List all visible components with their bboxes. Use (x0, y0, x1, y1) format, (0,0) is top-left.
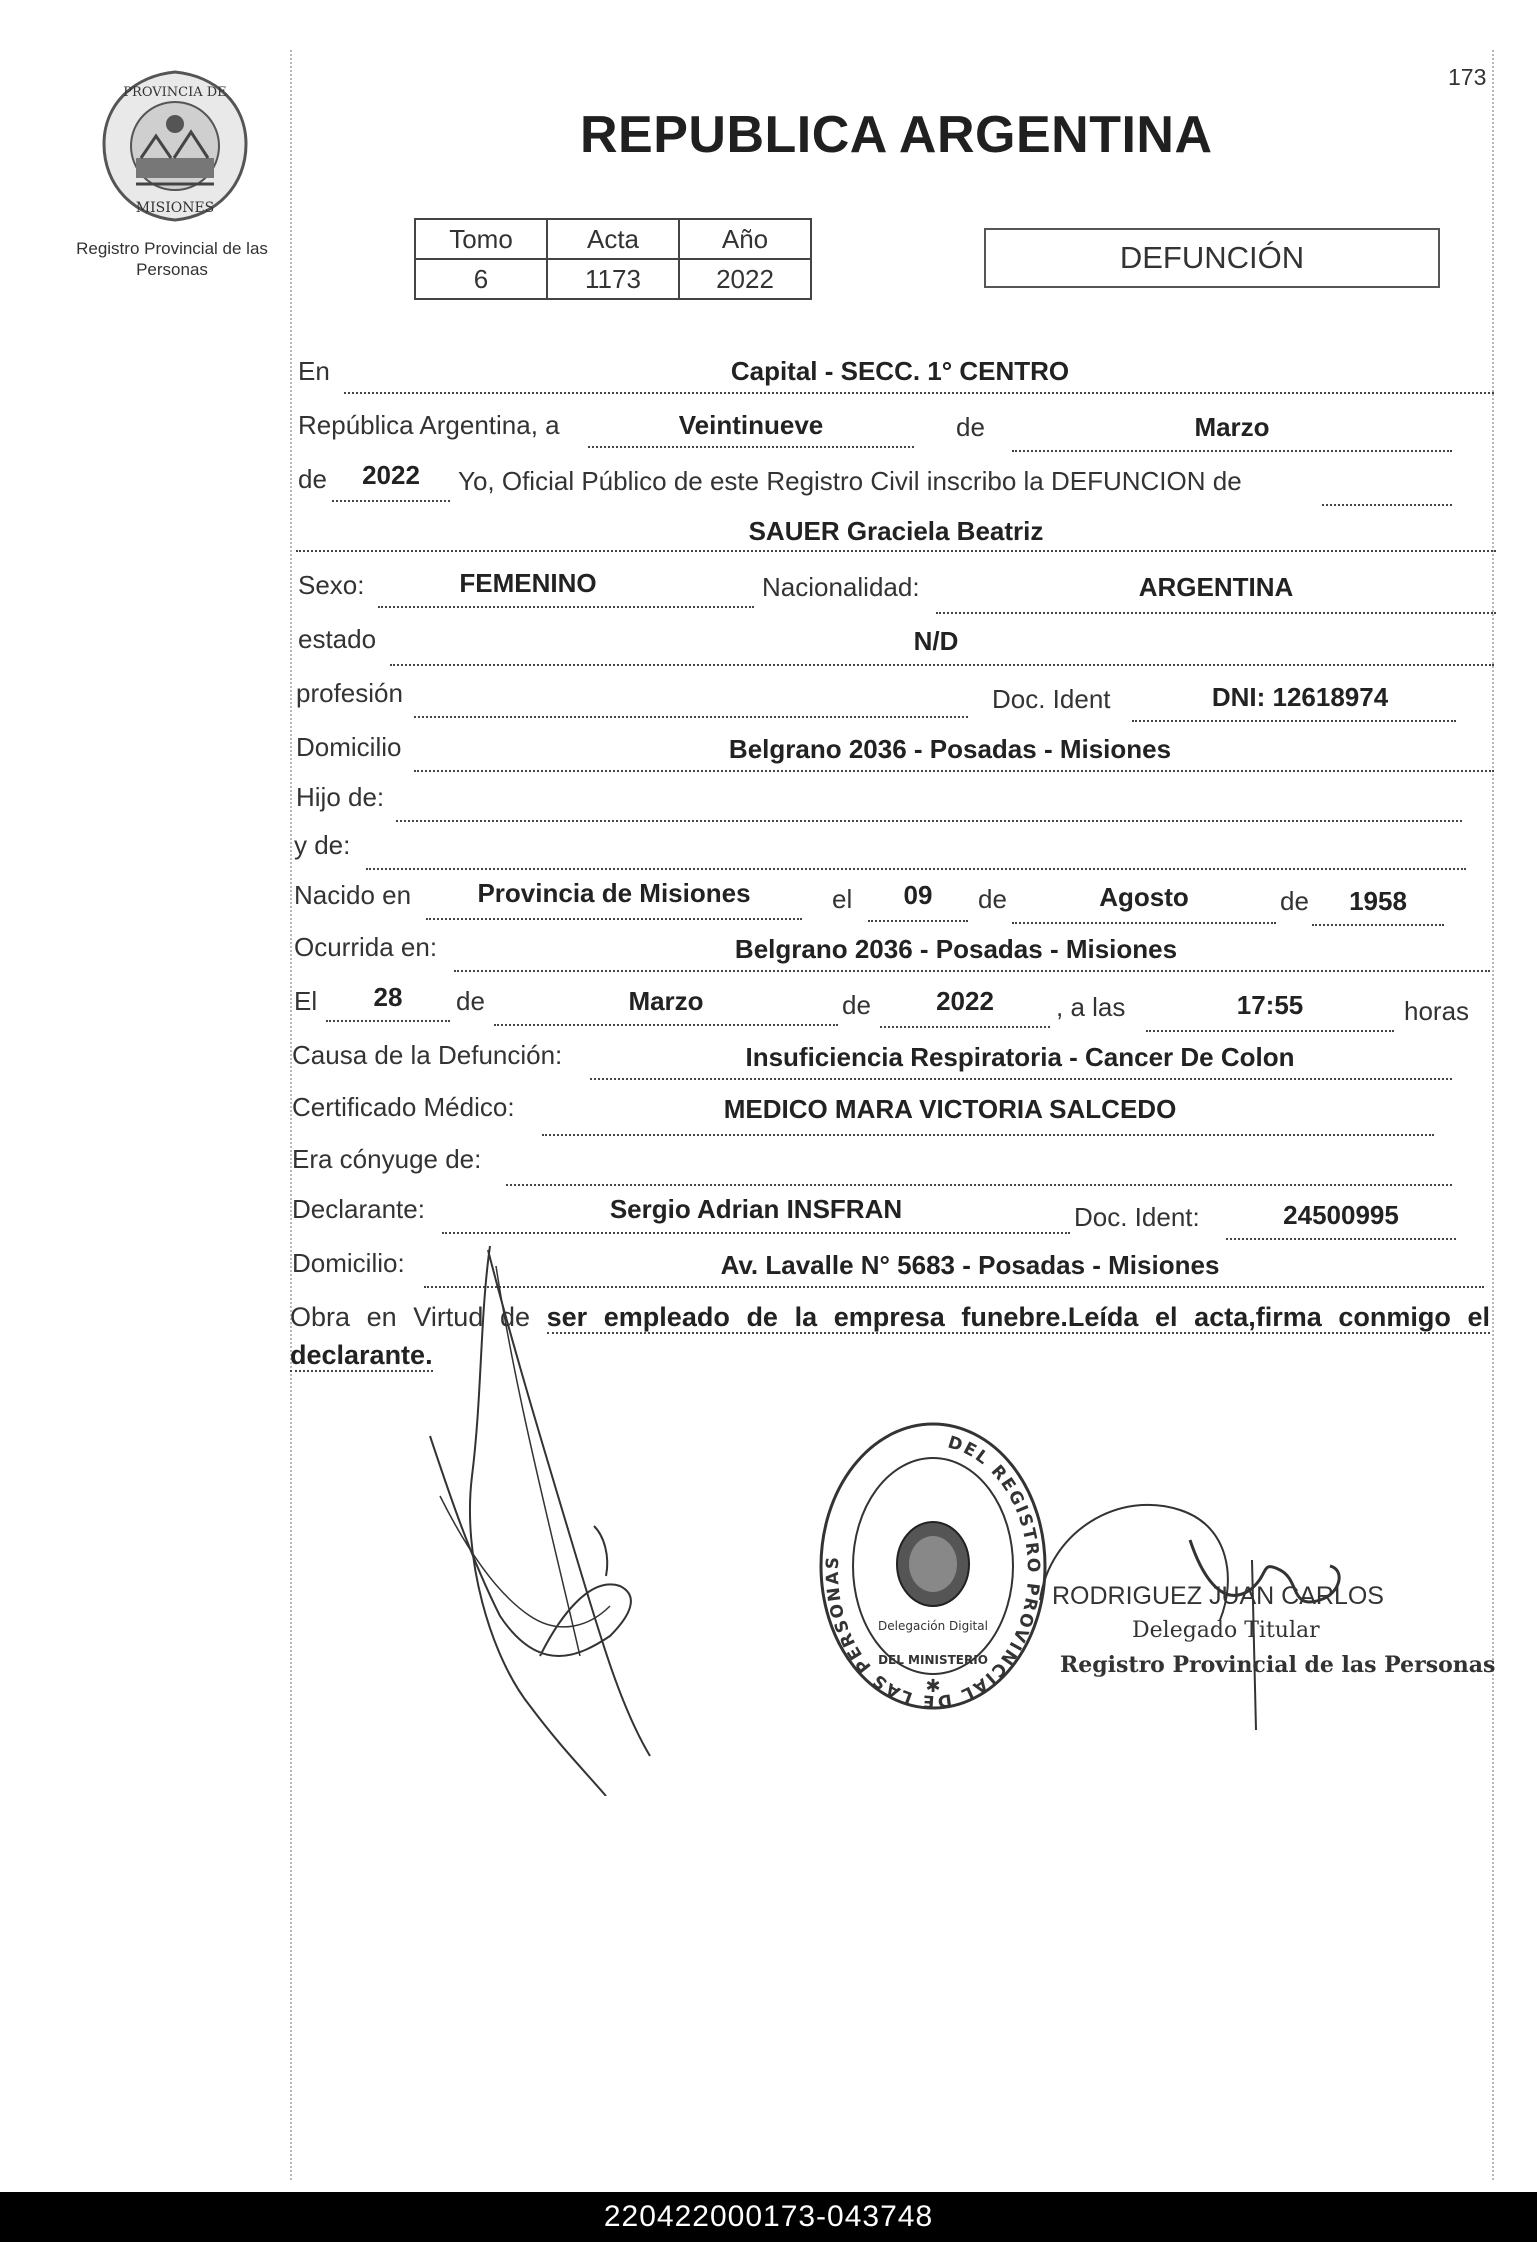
line-domicilio (414, 770, 1494, 772)
label-de-2: de (298, 464, 327, 494)
seal-caption: Registro Provincial de las Personas (76, 239, 268, 279)
stamp-inner-text: Delegación Digital (878, 1619, 988, 1633)
label-yo: Yo, Oficial Público de este Registro Civil inscribo la DEFUNCION de (458, 466, 1242, 496)
label-ocurrida-en: Ocurrida en: (294, 932, 438, 962)
label-nacionalidad: Nacionalidad: (762, 572, 920, 602)
right-margin-line (1492, 50, 1494, 2180)
footer-code: 220422000173-043748 (603, 2200, 934, 2233)
field-estado: N/D (913, 626, 959, 656)
line-certificado (542, 1134, 1434, 1136)
line-estado (390, 664, 1494, 666)
label-profesion: profesión (296, 678, 403, 708)
label-hijo-de: Hijo de: (296, 782, 385, 812)
registry-header-anio: Año (679, 219, 811, 259)
document-type-box (984, 228, 1440, 288)
line-declarante-doc (1226, 1238, 1456, 1240)
field-causa: Insuficiencia Respiratoria - Cancer De Colon (745, 1042, 1295, 1072)
official-role: Delegado Titular (1132, 1618, 1320, 1643)
field-lugar: Capital - SECC. 1° CENTRO (730, 356, 1070, 386)
label-republica: República Argentina, a (298, 410, 560, 440)
registry-table (414, 218, 812, 300)
label-causa: Causa de la Defunción: (292, 1040, 563, 1070)
field-anio: 2022 (362, 460, 420, 490)
label-de-3: de (978, 884, 1007, 914)
label-el-cap: El (294, 986, 318, 1016)
label-de-4: de (1280, 886, 1309, 916)
page-title: REPUBLICA ARGENTINA (580, 106, 1213, 164)
label-en: En (298, 356, 330, 386)
stamp-star-icon: ✱ (925, 1676, 941, 1696)
line-conyuge (506, 1184, 1452, 1186)
registry-value-acta: 1173 (547, 259, 679, 299)
line-anio (332, 500, 450, 502)
label-sexo: Sexo: (298, 570, 365, 600)
field-mes: Marzo (1194, 412, 1270, 442)
field-nacionalidad: ARGENTINA (1138, 572, 1294, 602)
official-stamp (808, 1416, 1058, 1716)
field-dia-texto: Veintinueve (678, 410, 824, 440)
field-doc-ident: DNI: 12618974 (1211, 682, 1389, 712)
official-org: Registro Provincial de las Personas (1060, 1652, 1496, 1678)
label-domicilio-2: Domicilio: (292, 1248, 405, 1278)
registry-header-tomo: Tomo (415, 219, 547, 259)
label-domicilio: Domicilio (296, 732, 402, 762)
field-declarante-domicilio: Av. Lavalle N° 5683 - Posadas - Misiones (720, 1250, 1220, 1280)
line-def-anio (880, 1026, 1050, 1028)
declarant-signature (420, 1236, 680, 1796)
field-def-hora: 17:55 (1236, 990, 1304, 1020)
field-obra-texto: ser empleado de la empresa funebre.Leída el acta,firma conmigo el declarante. (290, 1302, 1490, 1370)
registry-value-tomo: 6 (415, 259, 547, 299)
document-type-label: DEFUNCIÓN (1119, 240, 1305, 275)
field-declarante: Sergio Adrian INSFRAN (609, 1194, 903, 1224)
line-mes (1012, 450, 1452, 452)
field-nombre: SAUER Graciela Beatriz (748, 516, 1044, 546)
line-ocurrida-en (454, 970, 1490, 972)
field-nacido-dia: 09 (903, 880, 933, 910)
line-lugar (344, 392, 1494, 394)
line-hijo-de (396, 820, 1462, 822)
field-declarante-doc: 24500995 (1283, 1200, 1399, 1230)
line-nacido-en (426, 918, 802, 920)
line-profesion (414, 716, 968, 718)
page-number: 173 (1448, 64, 1487, 90)
field-certificado: MEDICO MARA VICTORIA SALCEDO (723, 1094, 1177, 1124)
seal-bottom-text: MISIONES (135, 200, 215, 216)
label-doc-ident: Doc. Ident (992, 684, 1111, 714)
line-def-dia (326, 1020, 450, 1022)
line-causa (590, 1078, 1452, 1080)
field-def-anio: 2022 (936, 986, 994, 1016)
label-nacido-en: Nacido en (294, 880, 412, 910)
label-declarante: Declarante: (292, 1194, 425, 1224)
line-nacido-mes (1012, 922, 1276, 924)
line-declarante (442, 1232, 1070, 1234)
field-nacido-mes: Agosto (1099, 882, 1189, 912)
label-estado: estado (298, 624, 377, 654)
registry-value-anio: 2022 (679, 259, 811, 299)
field-nacido-en: Provincia de Misiones (477, 878, 751, 908)
provincial-seal (96, 66, 254, 226)
line-y-de (366, 868, 1466, 870)
line-nacionalidad (936, 612, 1496, 614)
line-nacido-anio (1312, 924, 1444, 926)
label-de-5: de (456, 986, 485, 1016)
stamp-bottom-text: DEL MINISTERIO (878, 1653, 988, 1667)
field-def-mes: Marzo (628, 986, 704, 1016)
label-y-de: y de: (294, 830, 351, 860)
field-nacido-anio: 1958 (1349, 886, 1407, 916)
field-def-dia: 28 (373, 982, 403, 1012)
label-de-1: de (956, 412, 985, 442)
label-de-6: de (842, 990, 871, 1020)
line-nacido-dia (868, 920, 968, 922)
label-certificado: Certificado Médico: (292, 1092, 515, 1122)
seal-top-text: PROVINCIA DE (123, 85, 227, 100)
label-horas: horas (1404, 996, 1470, 1026)
footer-code-bar (0, 2192, 1537, 2242)
registry-value-row (415, 259, 811, 299)
field-domicilio: Belgrano 2036 - Posadas - Misiones (728, 734, 1172, 764)
field-ocurrida-en: Belgrano 2036 - Posadas - Misiones (734, 934, 1178, 964)
line-dia (588, 446, 914, 448)
line-doc-ident (1132, 720, 1456, 722)
line-nombre (296, 550, 1496, 552)
registry-header-row (415, 219, 811, 259)
label-conyuge: Era cónyuge de: (292, 1144, 482, 1174)
label-a-las: , a las (1056, 992, 1126, 1022)
line-def-mes (494, 1024, 838, 1026)
label-obra: Obra en Virtud de (290, 1302, 530, 1332)
label-doc-ident-2: Doc. Ident: (1074, 1202, 1200, 1232)
line-yo-end (1322, 504, 1452, 506)
official-name: RODRIGUEZ JUAN CARLOS (1052, 1582, 1384, 1610)
label-el: el (832, 884, 853, 914)
field-sexo: FEMENINO (459, 568, 597, 598)
line-def-hora (1146, 1030, 1394, 1032)
line-sexo (378, 606, 754, 608)
registry-header-acta: Acta (547, 219, 679, 259)
stamp-ring-text: DEL REGISTRO PROVINCIAL DE LAS PERSONAS (822, 1432, 1044, 1712)
